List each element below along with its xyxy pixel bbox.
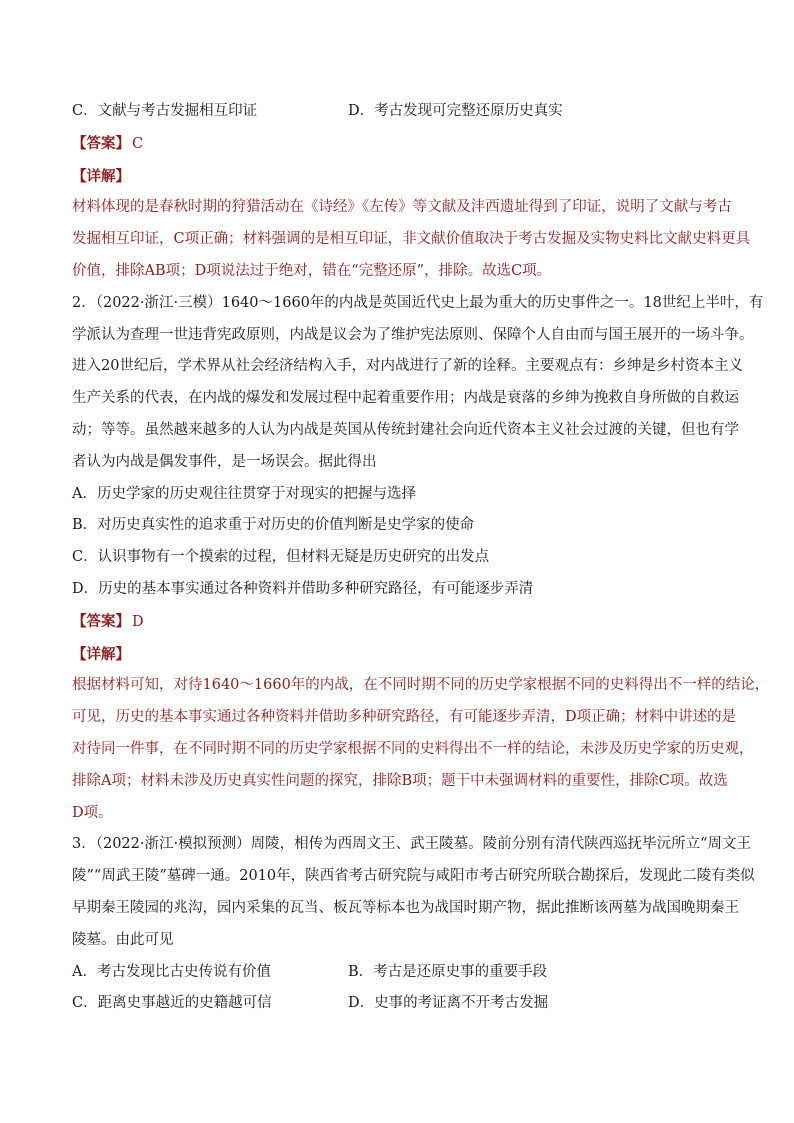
q2-detail-line: 对待同一件事，在不同时期不同的历史学家根据不同的史料得出不一样的结论，未涉及历史学家的历史观， — [72, 740, 754, 757]
q1-detail-line: 价值，排除AB项；D项说法过于绝对，错在“完整还原”，排除。故选C项。 — [72, 262, 552, 279]
q3-option-b: B．考古是还原史事的重要手段 — [348, 963, 548, 980]
q2-detail-line: 排除A项；材料未涉及历史真实性问题的探究，排除B项；题干中未强调材料的重要性，排除C项。故选 — [72, 772, 728, 789]
q1-options-cd — [72, 96, 732, 128]
q1-detail-tag: 【详解】 — [72, 167, 130, 185]
q2-option-c: C．认识事物有一个摸索的过程，但材料无疑是历史研究的出发点 — [72, 549, 490, 566]
q1-detail-line: 发掘相互印证，C项正确；材料强调的是相互印证，非文献价值取决于考古发掘及实物史料比文献史料更具 — [72, 231, 751, 248]
q2-stem-line: 动；等等。虽然越来越多的人认为内战是英国从传统封建社会向近代资本主义社会过渡的关键，但也有学 — [72, 421, 739, 438]
q2-stem-line: 进入20世纪后，学术界从社会经济结构入手，对内战进行了新的诠释。主要观点有：乡绅是乡村资本主义 — [72, 358, 743, 375]
q2-option-b: B．对历史真实性的追求重于对历史的价值判断是史学家的使命 — [72, 517, 475, 534]
q1-detail-line: 材料体现的是春秋时期的狩猎活动在《诗经》《左传》等文献及沣西遗址得到了印证，说明了文献与考古 — [72, 199, 732, 216]
q2-option-d: D．历史的基本事实通过各种资料并借助多种研究路径，有可能逐步弄清 — [72, 580, 534, 597]
q3-option-d: D．史事的考证离不开考古发掘 — [348, 995, 549, 1012]
q2-detail-tag: 【详解】 — [72, 645, 130, 663]
answer-tag: 【答案】 — [72, 612, 130, 630]
q2-stem-line: 学派认为查理一世违背宪政原则，内战是议会为了维护宪法原则、保障个人自由而与国王展开的一场斗争。 — [72, 326, 754, 343]
q2-stem-line: 2．（2022·浙江·三模）1640～1660年的内战是英国近代史上最为重大的历史事件之一。18世纪上半叶，有 — [72, 294, 764, 311]
q3-option-c: C．距离史事越近的史籍越可信 — [72, 995, 272, 1012]
q1-answer — [72, 128, 732, 161]
q3-option-a: A．考古发现比古史传说有价值 — [72, 963, 271, 980]
q3-stem-line: 3．（2022·浙江·模拟预测）周陵，相传为西周文王、武王陵墓。陵前分别有清代陕西巡抚毕沅所立“周文王 — [72, 836, 752, 853]
q2-detail-line: 可见，历史的基本事实通过各种资料并借助多种研究路径，有可能逐步弄清，D项正确；材料中讲述的是 — [72, 709, 737, 726]
q3-stem-line: 陵”“周武王陵”墓碑一通。2010年，陕西省考古研究院与咸阳市考古研究所联合勘探后，发现此二陵有类似 — [72, 868, 755, 885]
q3-options-ab — [72, 957, 732, 989]
q2-detail-line: 根据材料可知，对待1640～1660年的内战，在不同时期不同的历史学家根据不同的史料得出不一样的结论， — [72, 677, 770, 694]
q2-stem-line: 生产关系的代表，在内战的爆发和发展过程中起着重要作用；内战是衰落的乡绅为挽救自身所做的自救运 — [72, 390, 739, 407]
q2-stem-line: 者认为内战是偶发事件，是一场误会。据此得出 — [72, 453, 377, 470]
answer-value: C — [132, 135, 144, 152]
answer-value: D — [132, 613, 144, 630]
q2-detail-line: D项。 — [72, 804, 113, 821]
q1-option-d: D．考古发现可完整还原历史真实 — [348, 103, 563, 119]
q1-option-c: C．文献与考古发掘相互印证 — [72, 103, 258, 119]
q2-option-a: A．历史学家的历史观往往贯穿于对现实的把握与选择 — [72, 485, 416, 502]
answer-tag: 【答案】 — [72, 134, 130, 152]
q3-stem-line: 陵墓。由此可见 — [72, 931, 174, 948]
q3-options-cd — [72, 988, 732, 1020]
q2-answer — [72, 606, 732, 639]
document-page — [72, 96, 770, 1020]
q3-stem-line: 早期秦王陵园的兆沟，园内采集的瓦当、板瓦等标本也为战国时期产物，据此推断该两墓为战国晚期秦王 — [72, 899, 739, 916]
